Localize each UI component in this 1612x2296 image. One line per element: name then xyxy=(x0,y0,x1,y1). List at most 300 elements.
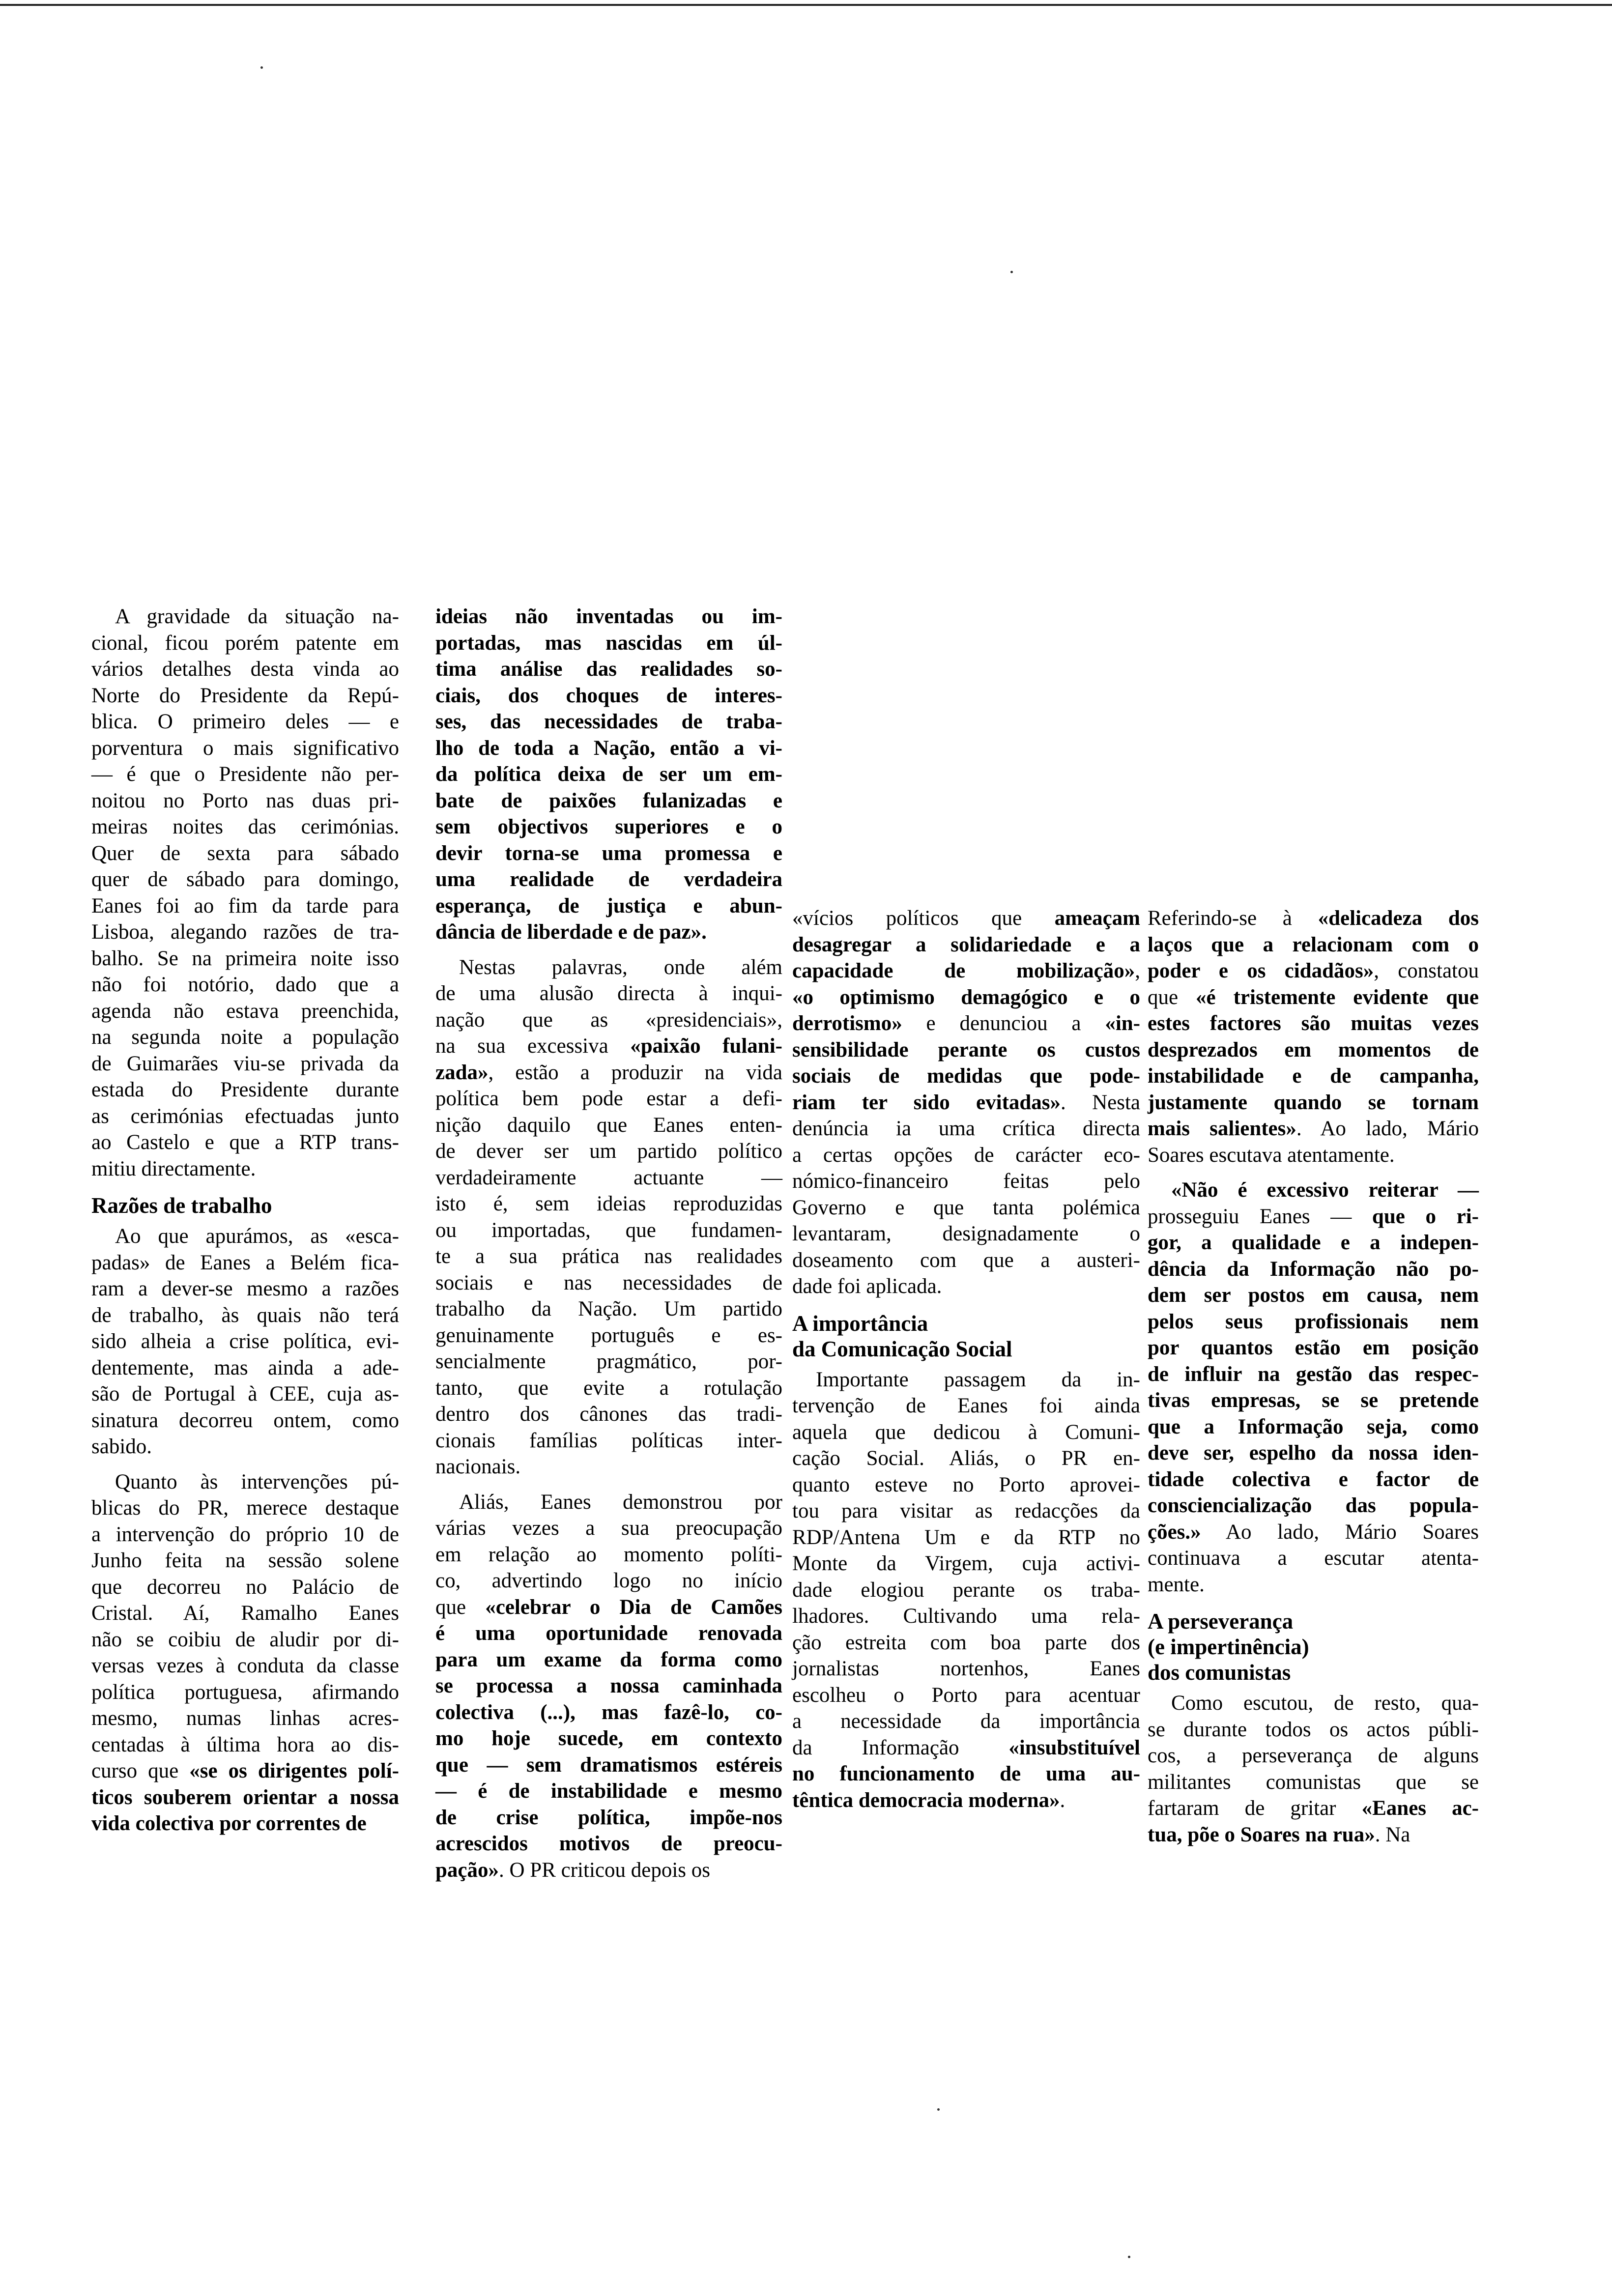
text-line xyxy=(1148,1063,1479,1090)
bold-quote-run: no funcionamento de uma au- xyxy=(792,1762,1140,1785)
text-line xyxy=(435,1542,782,1568)
text-run: a certas opções de carácter eco- xyxy=(792,1143,1140,1167)
bold-quote-run: «Eanes ac- xyxy=(1361,1797,1479,1820)
text-line xyxy=(91,788,399,814)
text-run: A gravidade da situação na- xyxy=(115,605,399,628)
text-line xyxy=(792,1761,1140,1787)
text-run: tima análise das realidades so- xyxy=(435,658,782,681)
text-line xyxy=(1148,1795,1479,1822)
text-run: ção estreita com boa parte dos xyxy=(792,1631,1140,1654)
text-line xyxy=(91,1521,399,1548)
text-line xyxy=(91,1129,399,1156)
text-run: tanto, que evite a rotulação xyxy=(435,1376,782,1400)
text-line xyxy=(91,946,399,972)
text-line xyxy=(91,1705,399,1732)
text-run: nição daquilo que Eanes enten- xyxy=(435,1113,782,1137)
text-line xyxy=(435,1489,782,1516)
text-run: Eanes foi ao fim da tarde para xyxy=(91,894,399,918)
text-run: Aliás, Eanes demonstrou por xyxy=(459,1490,782,1514)
text-run: ou importadas, que fundamen- xyxy=(435,1218,782,1242)
text-run: sido alheia a crise política, evi- xyxy=(91,1330,399,1353)
text-run: centadas à última hora ao dis- xyxy=(91,1733,399,1756)
text-line xyxy=(792,1010,1140,1037)
bold-quote-run: tivas empresas, se se pretende xyxy=(1148,1389,1479,1412)
text-run: as cerimónias efectuadas junto xyxy=(91,1104,399,1128)
text-line xyxy=(91,1156,399,1182)
text-line xyxy=(1148,1743,1479,1769)
text-run: dentro dos cânones das tradi- xyxy=(435,1403,782,1426)
bold-quote-run: que — sem dramatismos estéreis xyxy=(435,1753,782,1777)
text-run: A importância xyxy=(792,1311,928,1336)
text-line xyxy=(91,1758,399,1784)
text-line xyxy=(91,1407,399,1434)
bold-quote-run: «se os dirigentes polí- xyxy=(189,1759,399,1782)
text-line xyxy=(792,1708,1140,1735)
bold-quote-run: tidade colectiva e factor de xyxy=(1148,1467,1479,1491)
text-run: trabalho da Nação. Um partido xyxy=(435,1297,782,1320)
text-line xyxy=(91,1051,399,1077)
text-line xyxy=(91,1732,399,1758)
text-line xyxy=(91,1810,399,1837)
text-line xyxy=(91,1469,399,1495)
text-line xyxy=(1148,1282,1479,1309)
text-run: blica. O primeiro deles — e xyxy=(91,710,399,733)
text-line xyxy=(435,1805,782,1831)
bold-quote-run: por quantos estão em posição xyxy=(1148,1336,1479,1359)
text-line xyxy=(435,761,782,788)
article-column-2 xyxy=(435,603,782,1892)
text-line xyxy=(435,840,782,867)
text-line xyxy=(91,866,399,893)
text-line xyxy=(435,1568,782,1594)
text-run: na sua excessiva xyxy=(435,1034,631,1058)
text-line xyxy=(1148,1717,1479,1743)
article-column-3 xyxy=(792,905,1140,1822)
bold-quote-run: gor, a qualidade e a indepen- xyxy=(1148,1231,1479,1254)
text-line xyxy=(792,1142,1140,1169)
text-line xyxy=(435,1138,782,1165)
text-line xyxy=(792,1168,1140,1195)
text-line xyxy=(91,656,399,683)
text-line xyxy=(435,1033,782,1060)
text-line xyxy=(1148,1116,1479,1142)
text-line xyxy=(435,954,782,981)
text-line xyxy=(91,1077,399,1103)
text-run: balho. Se na primeira noite isso xyxy=(91,947,399,970)
text-line xyxy=(1148,1142,1479,1169)
bold-quote-run: «celebrar o Dia de Camões xyxy=(485,1595,782,1619)
text-run: nacionais. xyxy=(435,1455,521,1478)
text-line xyxy=(1148,1822,1479,1848)
text-run: mesmo, numas linhas acres- xyxy=(91,1707,399,1730)
text-line xyxy=(435,1401,782,1428)
text-run: denúncia ia uma crítica directa xyxy=(792,1117,1140,1140)
bold-quote-run: ameaçam xyxy=(1054,907,1140,930)
text-run: que xyxy=(1148,985,1196,1009)
text-run: aquela que dedicou à Comuni- xyxy=(792,1420,1140,1444)
text-run: , xyxy=(1135,959,1140,982)
text-run: estada do Presidente durante xyxy=(91,1078,399,1101)
text-line xyxy=(91,1574,399,1601)
bold-quote-run: ticos souberem orientar a nossa xyxy=(91,1785,399,1809)
text-line xyxy=(792,1524,1140,1551)
text-line xyxy=(91,1302,399,1329)
text-run: . Nesta xyxy=(1061,1091,1140,1114)
text-run: co, advertindo logo no início xyxy=(435,1569,782,1592)
paragraph xyxy=(91,603,399,1182)
text-line xyxy=(91,735,399,762)
text-line xyxy=(435,1112,782,1139)
text-line xyxy=(792,1247,1140,1274)
text-run: meiras noites das cerimónias. xyxy=(91,815,399,838)
text-run: não se coibiu de aludir por di- xyxy=(91,1628,399,1651)
text-line xyxy=(792,1063,1140,1090)
scan-speck xyxy=(260,66,263,69)
text-run: dade foi aplicada. xyxy=(792,1275,942,1298)
text-line xyxy=(1148,1335,1479,1361)
text-line xyxy=(91,919,399,946)
text-line xyxy=(792,1273,1140,1300)
text-run: genuinamente português e es- xyxy=(435,1323,782,1347)
text-line xyxy=(435,1725,782,1752)
text-line xyxy=(91,683,399,709)
text-line xyxy=(1148,1090,1479,1116)
bold-quote-run: sensibilidade perante os custos xyxy=(792,1038,1140,1062)
text-run: que decorreu no Palácio de xyxy=(91,1575,399,1599)
text-run: te a sua prática nas realidades xyxy=(435,1245,782,1268)
text-run: Razões de trabalho xyxy=(91,1193,272,1218)
text-line xyxy=(1148,984,1479,1011)
bold-quote-run: desagregar a solidariedade e a xyxy=(792,933,1140,956)
text-line xyxy=(435,919,782,946)
text-run: . O PR criticou depois os xyxy=(499,1858,710,1882)
text-line xyxy=(91,1381,399,1407)
text-line xyxy=(91,603,399,630)
text-line xyxy=(91,1495,399,1521)
bold-quote-run: que a Informação seja, como xyxy=(1148,1415,1479,1438)
text-line xyxy=(435,1647,782,1673)
top-rule xyxy=(0,4,1612,6)
text-line xyxy=(435,866,782,893)
bold-quote-run: pação» xyxy=(435,1858,499,1882)
bold-quote-run: ções.» xyxy=(1148,1520,1201,1544)
text-run: sem objectivos superiores e o xyxy=(435,815,782,838)
paragraph xyxy=(91,1223,399,1460)
text-line xyxy=(1148,1177,1479,1204)
bold-quote-run: de influir na gestão das respec- xyxy=(1148,1362,1479,1386)
text-line xyxy=(1148,1010,1479,1037)
bold-quote-run: vida colectiva por correntes de xyxy=(91,1812,367,1835)
text-run: nómico-financeiro feitas pelo xyxy=(792,1170,1140,1193)
text-line xyxy=(1148,1634,1479,1660)
text-line xyxy=(91,1548,399,1574)
text-run: padas» de Eanes a Belém fica- xyxy=(91,1251,399,1274)
paragraph xyxy=(792,1367,1140,1814)
section-heading xyxy=(792,1311,1140,1362)
bold-quote-run: colectiva (...), mas fazê-lo, co- xyxy=(435,1700,782,1724)
text-run: várias vezes a sua preocupação xyxy=(435,1517,782,1540)
text-line xyxy=(435,1428,782,1454)
bold-quote-run: «o optimismo demagógico e o xyxy=(792,985,1140,1009)
text-line xyxy=(435,1086,782,1112)
text-line xyxy=(91,1193,399,1218)
bold-quote-run: «paixão fulani- xyxy=(630,1034,782,1058)
text-line xyxy=(91,1600,399,1627)
text-run: ses, das necessidades de traba- xyxy=(435,710,782,733)
bold-quote-run: justamente quando se tornam xyxy=(1148,1091,1479,1114)
text-run: esperança, de justiça e abun- xyxy=(435,894,782,918)
text-line xyxy=(91,998,399,1025)
text-line xyxy=(435,1831,782,1857)
text-run: blicas do PR, merece destaque xyxy=(91,1496,399,1520)
text-run: e denunciou a xyxy=(902,1012,1105,1035)
text-line xyxy=(91,1784,399,1811)
scan-speck xyxy=(1010,271,1013,273)
article-column-4 xyxy=(1148,905,1479,1857)
text-line xyxy=(1148,905,1479,932)
text-line xyxy=(792,1630,1140,1656)
text-run: em relação ao momento políti- xyxy=(435,1543,782,1566)
text-line xyxy=(435,1778,782,1805)
text-run: lhadores. Cultivando uma rela- xyxy=(792,1605,1140,1628)
text-run: se durante todos os actos públi- xyxy=(1148,1718,1479,1741)
text-line xyxy=(91,1223,399,1250)
text-line xyxy=(792,932,1140,958)
text-run: dade elogiou perante os traba- xyxy=(792,1578,1140,1602)
text-line xyxy=(435,1349,782,1375)
bold-quote-run: sociais de medidas que pode- xyxy=(792,1064,1140,1088)
text-line xyxy=(792,1367,1140,1393)
text-line xyxy=(91,761,399,788)
text-run: prosseguiu Eanes — xyxy=(1148,1205,1372,1228)
text-line xyxy=(792,984,1140,1011)
text-run: (e impertinência) xyxy=(1148,1635,1309,1659)
text-run: política bem pode estar a defi- xyxy=(435,1087,782,1110)
text-run: lho de toda a Nação, então a vi- xyxy=(435,736,782,760)
text-line xyxy=(792,1787,1140,1814)
text-run: de Guimarães viu-se privada da xyxy=(91,1052,399,1075)
text-line xyxy=(1148,1466,1479,1493)
bold-quote-run: consciencialização das popula- xyxy=(1148,1494,1479,1517)
text-line xyxy=(435,735,782,762)
text-run: , estão a produzir na vida xyxy=(488,1061,782,1084)
text-run: Governo e que tanta polémica xyxy=(792,1196,1140,1219)
text-run: militantes comunistas que se xyxy=(1148,1770,1479,1794)
bold-quote-run: capacidade de mobilização» xyxy=(792,959,1135,982)
bold-quote-run: tua, põe o Soares na rua» xyxy=(1148,1823,1375,1846)
text-run: — é que o Presidente não per- xyxy=(91,763,399,786)
text-line xyxy=(91,630,399,657)
bold-quote-run: pelos seus profissionais nem xyxy=(1148,1310,1479,1333)
text-run: cos, a perseverança de alguns xyxy=(1148,1744,1479,1767)
text-run: , constatou xyxy=(1374,959,1479,982)
text-line xyxy=(435,656,782,683)
text-line xyxy=(435,1699,782,1726)
text-run: . Ao lado, Mário xyxy=(1296,1117,1479,1140)
text-line xyxy=(792,1603,1140,1630)
text-run: da Comunicação Social xyxy=(792,1336,1012,1361)
text-run: de trabalho, às quais não terá xyxy=(91,1303,399,1327)
text-run: quanto esteve no Porto aprovei- xyxy=(792,1473,1140,1496)
text-line xyxy=(91,1103,399,1130)
text-line xyxy=(792,1735,1140,1761)
text-line xyxy=(91,1328,399,1355)
text-line xyxy=(91,1024,399,1051)
text-line xyxy=(435,980,782,1007)
text-run: da política deixa de ser um em- xyxy=(435,763,782,786)
text-line xyxy=(1148,1519,1479,1546)
bold-quote-run: dência da Informação não po- xyxy=(1148,1257,1479,1281)
paragraph xyxy=(435,954,782,1480)
text-line xyxy=(792,1221,1140,1247)
text-line xyxy=(435,788,782,814)
text-line xyxy=(435,1673,782,1699)
scan-speck xyxy=(937,2108,940,2111)
text-run: sencialmente pragmático, por- xyxy=(435,1350,782,1373)
text-line xyxy=(792,1656,1140,1682)
paragraph xyxy=(435,603,782,946)
text-line xyxy=(792,1682,1140,1709)
text-run: escolheu o Porto para acentuar xyxy=(792,1683,1140,1707)
text-run: . Na xyxy=(1375,1823,1410,1846)
text-line xyxy=(91,1434,399,1460)
text-run: sociais e nas necessidades de xyxy=(435,1271,782,1294)
bold-quote-run: se processa a nossa caminhada xyxy=(435,1674,782,1697)
text-run: A perseverança xyxy=(1148,1609,1294,1634)
bold-quote-run: que o ri- xyxy=(1372,1205,1479,1228)
text-run: porventura o mais significativo xyxy=(91,736,399,760)
text-run: a intervenção do próprio 10 de xyxy=(91,1522,399,1546)
bold-quote-run: é uma oportunidade renovada xyxy=(435,1622,782,1645)
text-line xyxy=(792,1550,1140,1577)
bold-quote-run: instabilidade e de campanha, xyxy=(1148,1064,1479,1088)
text-run: dância de liberdade e de paz». xyxy=(435,920,707,944)
text-line xyxy=(1148,1545,1479,1572)
bold-quote-run: acrescidos motivos de preocu- xyxy=(435,1832,782,1855)
text-line xyxy=(435,1243,782,1270)
text-line xyxy=(435,1060,782,1086)
bold-quote-run: «delicadeza dos xyxy=(1318,907,1479,930)
text-line xyxy=(1148,1440,1479,1466)
bold-quote-run: de crise política, impõe-nos xyxy=(435,1806,782,1829)
article-column-1 xyxy=(91,603,399,1846)
text-run: sinatura decorreu ontem, como xyxy=(91,1408,399,1432)
text-run: curso que xyxy=(91,1759,190,1782)
text-line xyxy=(1148,1309,1479,1335)
text-line xyxy=(435,709,782,735)
text-line xyxy=(792,1311,1140,1336)
text-run: que xyxy=(435,1595,486,1619)
text-run: bate de paixões fulanizadas e xyxy=(435,789,782,812)
text-run: são de Portugal à CEE, cuja as- xyxy=(91,1382,399,1406)
text-line xyxy=(792,958,1140,984)
text-line xyxy=(435,683,782,709)
text-line xyxy=(1148,958,1479,984)
text-run: dentemente, mas ainda a ade- xyxy=(91,1356,399,1379)
text-run: cação Social. Aliás, o PR en- xyxy=(792,1447,1140,1470)
text-line xyxy=(91,1276,399,1302)
text-line xyxy=(91,893,399,919)
text-line xyxy=(792,1037,1140,1063)
text-line xyxy=(1148,1414,1479,1440)
text-line xyxy=(1148,1037,1479,1063)
text-run: Norte do Presidente da Repú- xyxy=(91,684,399,707)
text-run: não foi notório, dado que a xyxy=(91,973,399,996)
bold-quote-run: deve ser, espelho da nossa iden- xyxy=(1148,1441,1479,1464)
text-run: isto é, sem ideias reproduzidas xyxy=(435,1192,782,1215)
bold-quote-run: estes factores são muitas vezes xyxy=(1148,1012,1479,1035)
text-line xyxy=(792,1577,1140,1604)
bold-quote-run: «Não é excessivo reiterar — xyxy=(1171,1178,1479,1202)
text-line xyxy=(435,893,782,919)
text-line xyxy=(792,1195,1140,1221)
text-run: nação que as «presidenciais», xyxy=(435,1008,782,1032)
text-line xyxy=(435,1270,782,1296)
text-line xyxy=(91,1627,399,1653)
text-line xyxy=(435,1191,782,1217)
text-run: cional, ficou porém patente em xyxy=(91,631,399,655)
text-run: de uma alusão directa à inqui- xyxy=(435,982,782,1005)
text-run: versas vezes à conduta da classe xyxy=(91,1654,399,1677)
text-run: uma realidade de verdadeira xyxy=(435,868,782,891)
text-run: política portuguesa, afirmando xyxy=(91,1680,399,1704)
bold-quote-run: «insubstituível xyxy=(1008,1736,1140,1759)
bold-quote-run: mais salientes» xyxy=(1148,1117,1296,1140)
bold-quote-run: derrotismo» xyxy=(792,1012,902,1035)
text-line xyxy=(1148,1608,1479,1634)
text-line xyxy=(91,1679,399,1706)
text-line xyxy=(435,1620,782,1647)
text-line xyxy=(435,1322,782,1349)
text-line xyxy=(1148,1660,1479,1685)
text-run: ao Castelo e que a RTP trans- xyxy=(91,1131,399,1154)
paragraph xyxy=(792,905,1140,1300)
text-run: Quanto às intervenções pú- xyxy=(115,1470,399,1493)
text-run: ideias não inventadas ou im- xyxy=(435,605,782,628)
text-run: tervenção de Eanes foi ainda xyxy=(792,1394,1140,1417)
text-run: mente. xyxy=(1148,1573,1205,1596)
section-heading xyxy=(91,1193,399,1218)
text-line xyxy=(435,814,782,840)
text-line xyxy=(1148,1572,1479,1598)
text-run: Importante passagem da in- xyxy=(816,1368,1140,1391)
text-run: fartaram de gritar xyxy=(1148,1797,1362,1820)
text-run: agenda não estava preenchida, xyxy=(91,999,399,1023)
text-run: levantaram, designadamente o xyxy=(792,1222,1140,1245)
text-run: Ao lado, Mário Soares xyxy=(1201,1520,1479,1544)
text-line xyxy=(91,709,399,735)
text-run: RDP/Antena Um e da RTP no xyxy=(792,1525,1140,1549)
text-line xyxy=(792,1393,1140,1419)
bold-quote-run: desprezados em momentos de xyxy=(1148,1038,1479,1062)
text-run: mitiu directamente. xyxy=(91,1157,256,1180)
bold-quote-run: para um exame da forma como xyxy=(435,1648,782,1671)
paragraph xyxy=(1148,905,1479,1168)
text-run: Quer de sexta para sábado xyxy=(91,841,399,865)
text-line xyxy=(792,1336,1140,1362)
paragraph xyxy=(1148,1690,1479,1848)
text-run: tou para visitar as redacções da xyxy=(792,1499,1140,1522)
text-line xyxy=(1148,1361,1479,1388)
text-line xyxy=(792,1472,1140,1498)
text-line xyxy=(435,1515,782,1542)
text-run: noitou no Porto nas duas pri- xyxy=(91,789,399,812)
text-run: da Informação xyxy=(792,1736,1009,1759)
text-run: Nestas palavras, onde além xyxy=(459,955,782,979)
text-line xyxy=(91,1250,399,1276)
paragraph xyxy=(1148,1177,1479,1598)
text-line xyxy=(435,1296,782,1322)
